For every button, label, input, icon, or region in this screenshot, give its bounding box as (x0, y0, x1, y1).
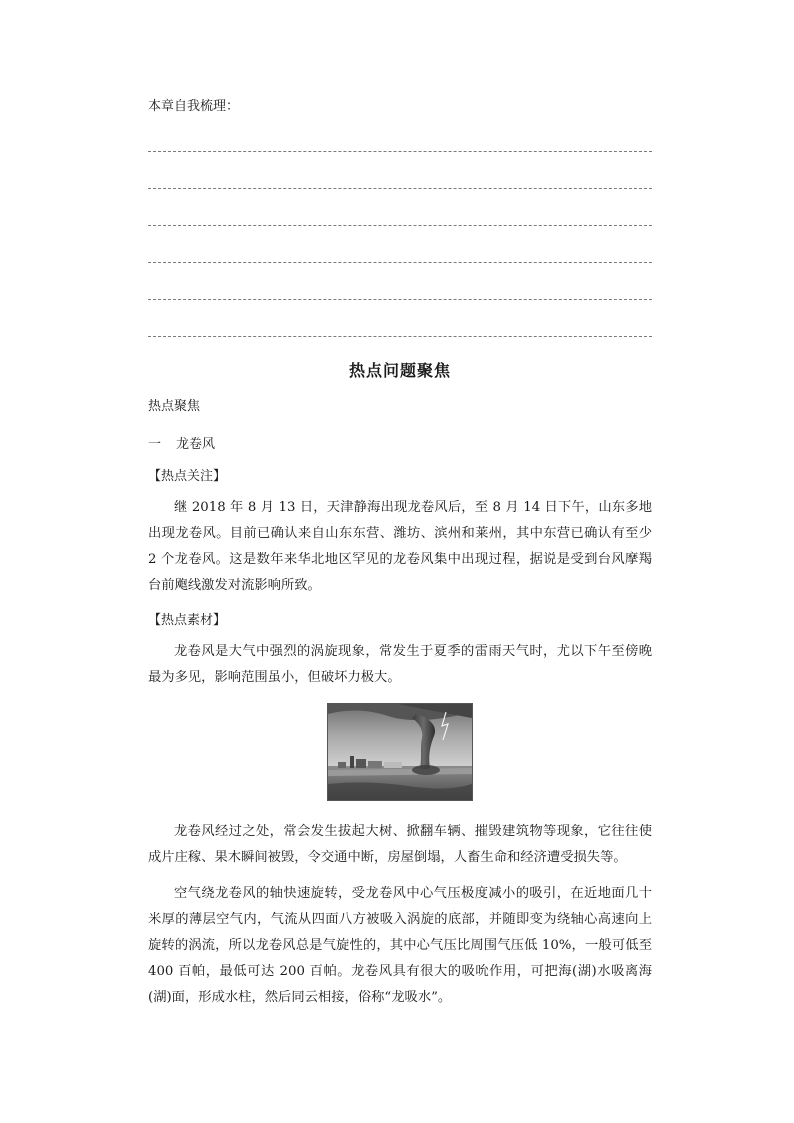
writing-line (148, 262, 652, 263)
material-paragraph-1: 龙卷风是大气中强烈的涡旋现象，常发生于夏季的雷雨天气时，尤以下午至傍晚最为多见，影响范围虽小，但破坏力极大。 (148, 644, 652, 685)
writing-line (148, 188, 652, 189)
writing-line (148, 151, 652, 152)
page-content (148, 97, 652, 1011)
tornado-illustration (328, 704, 472, 800)
writing-line (148, 336, 652, 337)
focus-paragraph: 继 2018 年 8 月 13 日，天津静海出现龙卷风后，至 8 月 14 日下午，山东多地出现龙卷风。目前已确认来自山东东营、潍坊、滨州和莱州，其中东营已确认有至少 2 个龙卷风。这是数年来华北地区罕见的龙卷风集中出现过程，据说是受到台风摩羯台前飑线激发对流影响所致。 (148, 500, 652, 593)
topic-heading (148, 435, 652, 455)
writing-line (148, 225, 652, 226)
figure (148, 703, 652, 801)
material-paragraph-2: 龙卷风经过之处，常会发生拔起大树、掀翻车辆、摧毁建筑物等现象，它往往使成片庄稼、果木瞬间被毁，令交通中断，房屋倒塌，人畜生命和经济遭受损失等。 (148, 824, 652, 865)
topic-title: 龙卷风 (176, 437, 216, 452)
writing-line (148, 299, 652, 300)
focus-label: 【热点关注】 (148, 469, 227, 484)
material-label: 【热点素材】 (148, 613, 227, 628)
self-review-title: 本章自我梳理： (148, 99, 240, 114)
topic-number: 一 (148, 437, 162, 452)
page-heading: 热点问题聚焦 (348, 361, 451, 380)
section-label: 热点聚焦 (148, 399, 201, 414)
material-paragraph-3: 空气绕龙卷风的轴快速旋转，受龙卷风中心气压极度减小的吸引，在近地面几十米厚的薄层空气内，气流从四面八方被吸入涡旋的底部，并随即变为绕轴心高速向上旋转的涡流，所以龙卷风总是气旋性的，其中心气压比周围气压低 10%，一般可低至 400 百帕，最低可达 200 百帕。龙卷风具有很大的吸吮作用，可把海(湖)水吸离海(湖)面，形成水柱，然后同云相接，俗称“龙吸水”。 (148, 886, 652, 1005)
writing-lines (148, 151, 652, 337)
tornado-photo (327, 703, 473, 801)
